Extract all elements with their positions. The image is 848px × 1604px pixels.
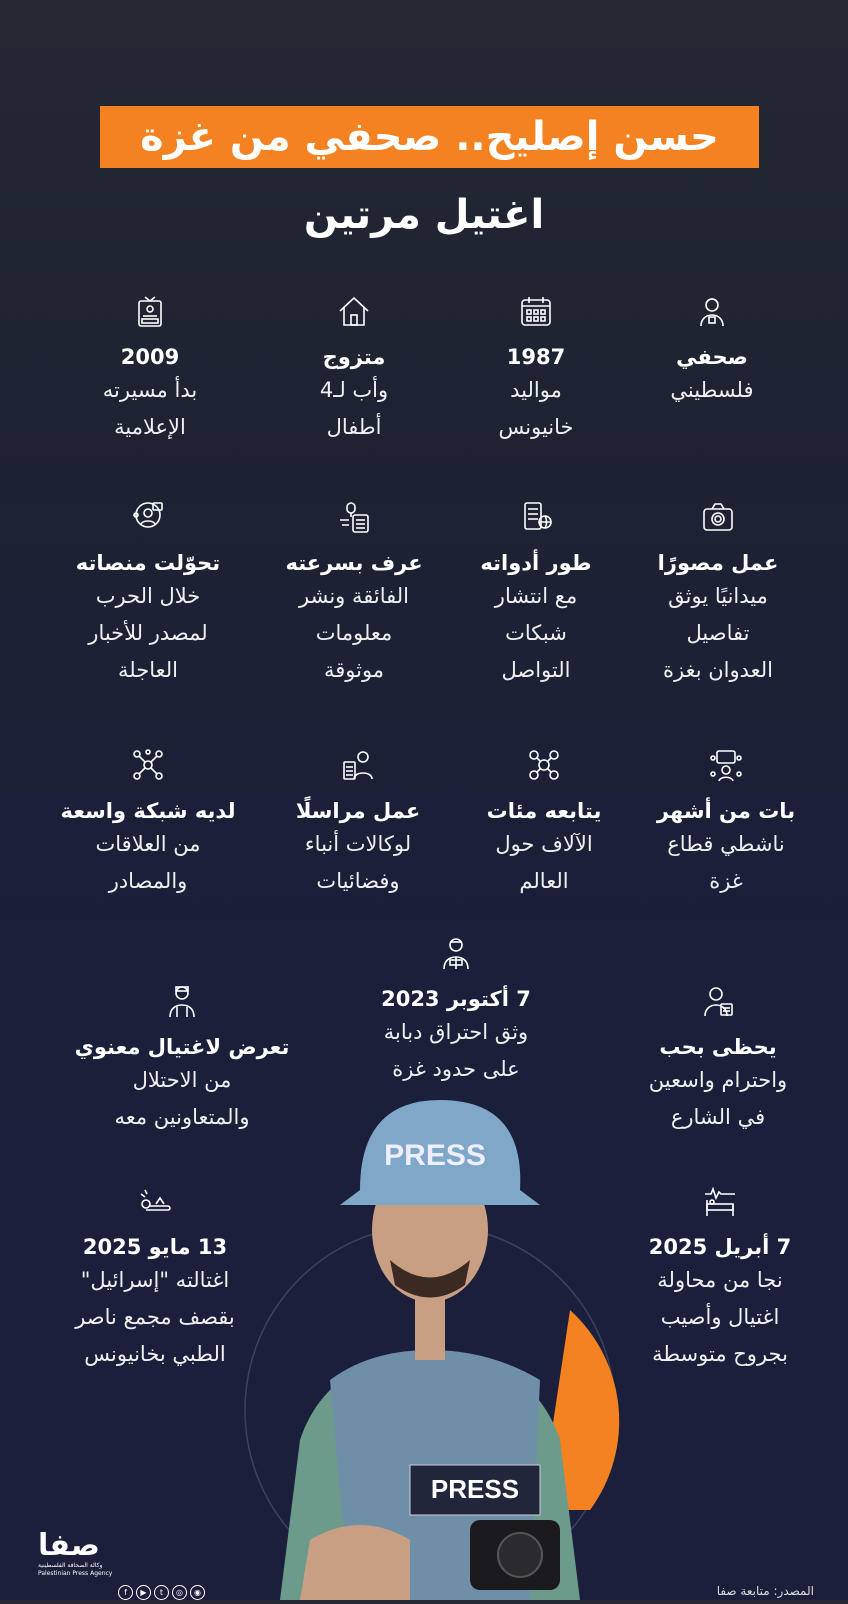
fact-journalist — [614, 294, 810, 409]
fact-heading: بات من أشهر — [656, 799, 796, 823]
fact-body: الآلاف حول العالم — [495, 832, 593, 893]
twitter-icon[interactable]: t — [154, 1585, 169, 1600]
fact-heading: 7 أكتوبر 2023 — [381, 987, 531, 1011]
fact-oct-2023 — [356, 936, 556, 1088]
fact-network — [50, 748, 246, 900]
fact-married — [256, 294, 452, 446]
fact-body: لوكالات أنباء وفضائيات — [304, 832, 412, 893]
fact-heading: يتابعه مئات — [486, 799, 602, 823]
fact-heading: طور أدواته — [480, 551, 592, 575]
page-subtitle: اغتيل مرتين — [303, 192, 545, 238]
fact-body: اغتالته "إسرائيل" بقصف مجمع ناصر الطبي بخانيونس — [75, 1268, 235, 1366]
fact-body: الفائقة ونشر معلومات موثوقة — [299, 584, 409, 682]
hospital-bed-icon — [703, 1184, 737, 1218]
facebook-icon[interactable]: f — [118, 1585, 133, 1600]
journalist-portrait — [240, 1080, 620, 1600]
fact-heading: 2009 — [120, 345, 180, 369]
fact-speed — [256, 500, 452, 689]
helmet-press-label: PRESS — [384, 1139, 486, 1172]
platform-icon — [131, 500, 165, 534]
safa-logo — [38, 1530, 118, 1580]
calendar-icon — [519, 294, 553, 328]
fact-heading: عمل مراسلًا — [295, 799, 421, 823]
fact-heading: لديه شبكة واسعة — [60, 799, 236, 823]
fact-correspondent — [260, 748, 456, 900]
fact-birth — [438, 294, 634, 446]
fact-tools — [438, 500, 634, 689]
fact-body: مع انتشار شبكات التواصل — [494, 584, 578, 682]
social-icons — [118, 1585, 205, 1600]
fact-body: من العلاقات والمصادر — [95, 832, 201, 893]
fact-body: ميدانيًا يوثق تفاصيل العدوان بغزة — [662, 584, 774, 682]
fact-heading: عمل مصورًا — [657, 551, 779, 575]
camera-icon — [701, 500, 735, 534]
activist-icon — [709, 748, 743, 782]
fact-may-2025 — [40, 1184, 270, 1373]
fact-body: ناشطي قطاع غزة — [667, 832, 785, 893]
press-badge-icon — [133, 294, 167, 328]
fact-activist — [628, 748, 824, 900]
followers-icon — [527, 748, 561, 782]
fact-body: وثق احتراق دبابة على حدود غزة — [383, 1020, 529, 1081]
fact-heading: يحظى بحب — [659, 1035, 777, 1059]
fact-heading: تعرض لاغتيال معنوي — [74, 1035, 290, 1059]
journalist-icon — [695, 294, 729, 328]
fact-platforms — [50, 500, 246, 689]
house-icon — [337, 294, 371, 328]
fact-body: من الاحتلال والمتعاونين معه — [114, 1068, 250, 1129]
source-note: المصدر: متابعة صفا — [716, 1584, 814, 1598]
instagram-icon[interactable]: ◎ — [172, 1585, 187, 1600]
logo-agency-en: Palestinian Press Agency — [38, 1570, 113, 1577]
network-icon — [131, 748, 165, 782]
vest-press-label: PRESS — [430, 1474, 520, 1504]
news-speed-icon — [337, 500, 371, 534]
fact-heading: عرف بسرعته — [285, 551, 423, 575]
person-icon — [165, 984, 199, 1018]
fact-heading: 7 أبريل 2025 — [648, 1235, 792, 1259]
title-banner — [100, 106, 759, 168]
fact-heading: صحفي — [676, 345, 748, 369]
fact-career-start — [52, 294, 248, 446]
fact-body: فلسطيني — [670, 378, 754, 402]
page-title: حسن إصليح.. صحفي من غزة — [140, 114, 719, 160]
logo-agency-ar: وكالة الصحافة الفلسطينية — [38, 1562, 103, 1569]
logo-text: صفا — [38, 1528, 100, 1563]
fact-body: نجا من محاولة اغتيال وأصيب بجروح متوسطة — [652, 1268, 788, 1366]
fact-body: واحترام واسعين في الشارع — [648, 1068, 788, 1129]
fact-apr-2025 — [620, 1184, 820, 1373]
fact-body: خلال الحرب لمصدر للأخبار العاجلة — [88, 584, 208, 682]
fact-heading: متزوج — [322, 345, 386, 369]
respected-icon — [701, 984, 735, 1018]
fact-body: بدأ مسيرته الإعلامية — [102, 378, 198, 439]
social-tools-icon — [519, 500, 553, 534]
fact-heading: 1987 — [506, 345, 566, 369]
telegram-icon[interactable]: ▶ — [136, 1585, 151, 1600]
fact-body: مواليد خانيونس — [498, 378, 574, 439]
fact-heading: تحوّلت منصاته — [75, 551, 221, 575]
correspondent-icon — [341, 748, 375, 782]
youtube-icon[interactable]: ◉ — [190, 1585, 205, 1600]
fact-heading: 13 مايو 2025 — [82, 1235, 228, 1259]
reporter-icon — [439, 936, 473, 970]
fact-body: وأب لـ4 أطفال — [319, 378, 389, 439]
fact-followers — [446, 748, 642, 900]
fact-photographer — [620, 500, 816, 689]
fact-respected — [618, 984, 818, 1136]
killed-icon — [138, 1184, 172, 1218]
